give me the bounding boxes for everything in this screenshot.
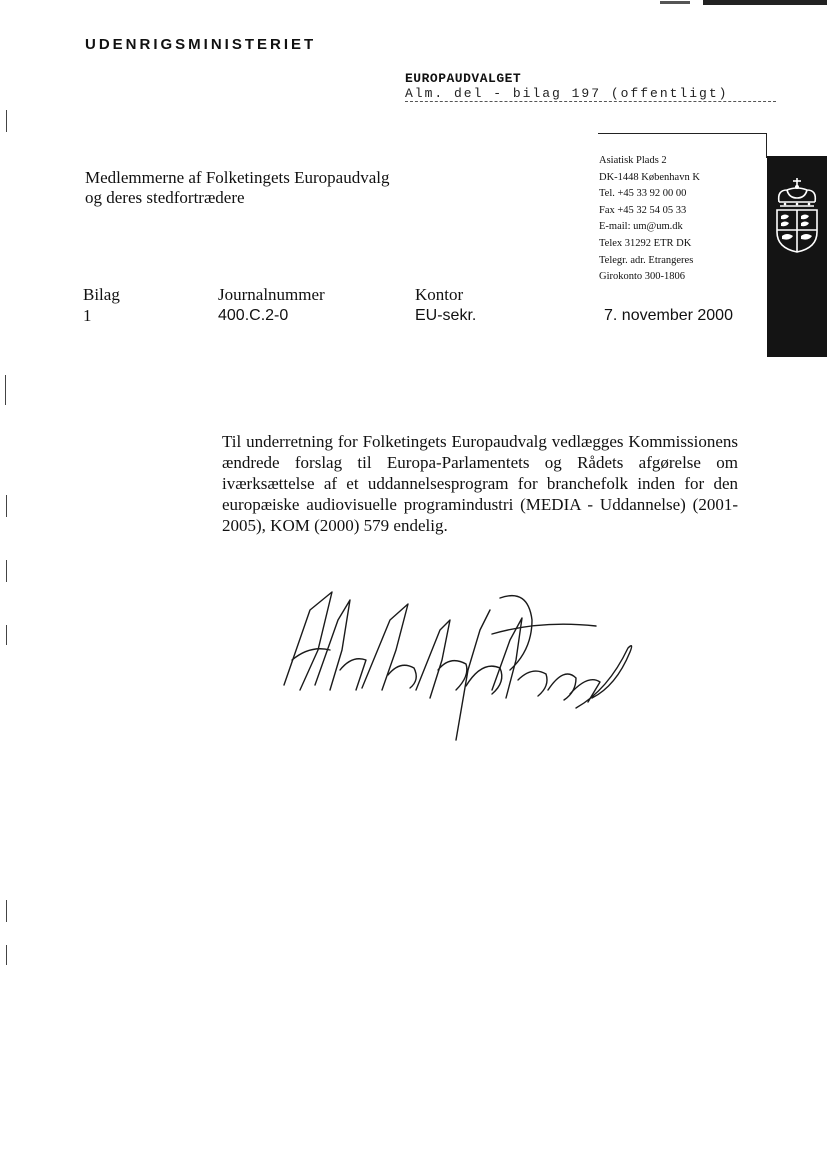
scan-edge-mark	[6, 900, 7, 922]
recipient-line: og deres stedfortrædere	[85, 188, 245, 207]
committee-stamp-reference: Alm. del - bilag 197 (offentligt)	[405, 86, 776, 102]
scan-edge-mark	[6, 625, 7, 645]
sender-email: E-mail: um@um.dk	[599, 221, 683, 233]
scan-edge-mark	[6, 495, 7, 517]
sender-divider	[598, 133, 766, 134]
scan-edge-mark	[703, 0, 827, 5]
journal-number-value: 400.C.2-0	[218, 307, 289, 324]
scan-edge-mark	[6, 110, 7, 132]
sender-telegram-address: Telegr. adr. Etrangeres	[599, 254, 694, 266]
committee-stamp-title: EUROPAUDVALGET	[405, 71, 522, 86]
office-value: EU-sekr.	[415, 307, 477, 324]
crown-shield-icon	[773, 176, 821, 254]
office-label: Kontor	[415, 285, 464, 304]
sender-address-block	[599, 153, 700, 286]
sender-telex: Telex 31292 ETR DK	[599, 237, 692, 249]
journal-number-label: Journalnummer	[218, 285, 325, 304]
letter-body: Til underretning for Folketingets Europaudvalg vedlægges Kommissionens ændrede forslag til Europa-Parlamentets og Rådets afgørelse om iværksættelse af et uddannelsesprogram for branchefolk inden for den europæiske audiovisuelle programindustri (MEDIA - Uddannelse) (2001-2005), KOM (2000) 579 endelig.	[222, 432, 738, 535]
sender-address-line: DK-1448 København K	[599, 171, 700, 183]
scan-edge-mark	[6, 945, 7, 965]
ministry-name: UDENRIGSMINISTERIET	[85, 36, 317, 53]
handwritten-signature	[270, 590, 640, 745]
attachment-value: 1	[83, 306, 92, 325]
letter-date: 7. november 2000	[604, 307, 733, 324]
attachment-label: Bilag	[83, 285, 120, 304]
sender-address-line: Asiatisk Plads 2	[599, 155, 667, 166]
scan-edge-mark	[6, 560, 7, 582]
sender-phone: Tel. +45 33 92 00 00	[599, 188, 687, 200]
sender-fax: Fax +45 32 54 05 33	[599, 204, 687, 216]
royal-crest-block	[767, 156, 827, 357]
recipient-line: Medlemmerne af Folketingets Europaudvalg	[85, 168, 390, 187]
scan-edge-mark	[5, 375, 6, 405]
sender-giro-account: Girokonto 300-1806	[599, 271, 686, 283]
scan-edge-mark	[660, 1, 690, 4]
sender-divider	[766, 133, 767, 158]
recipient-block	[85, 168, 390, 208]
